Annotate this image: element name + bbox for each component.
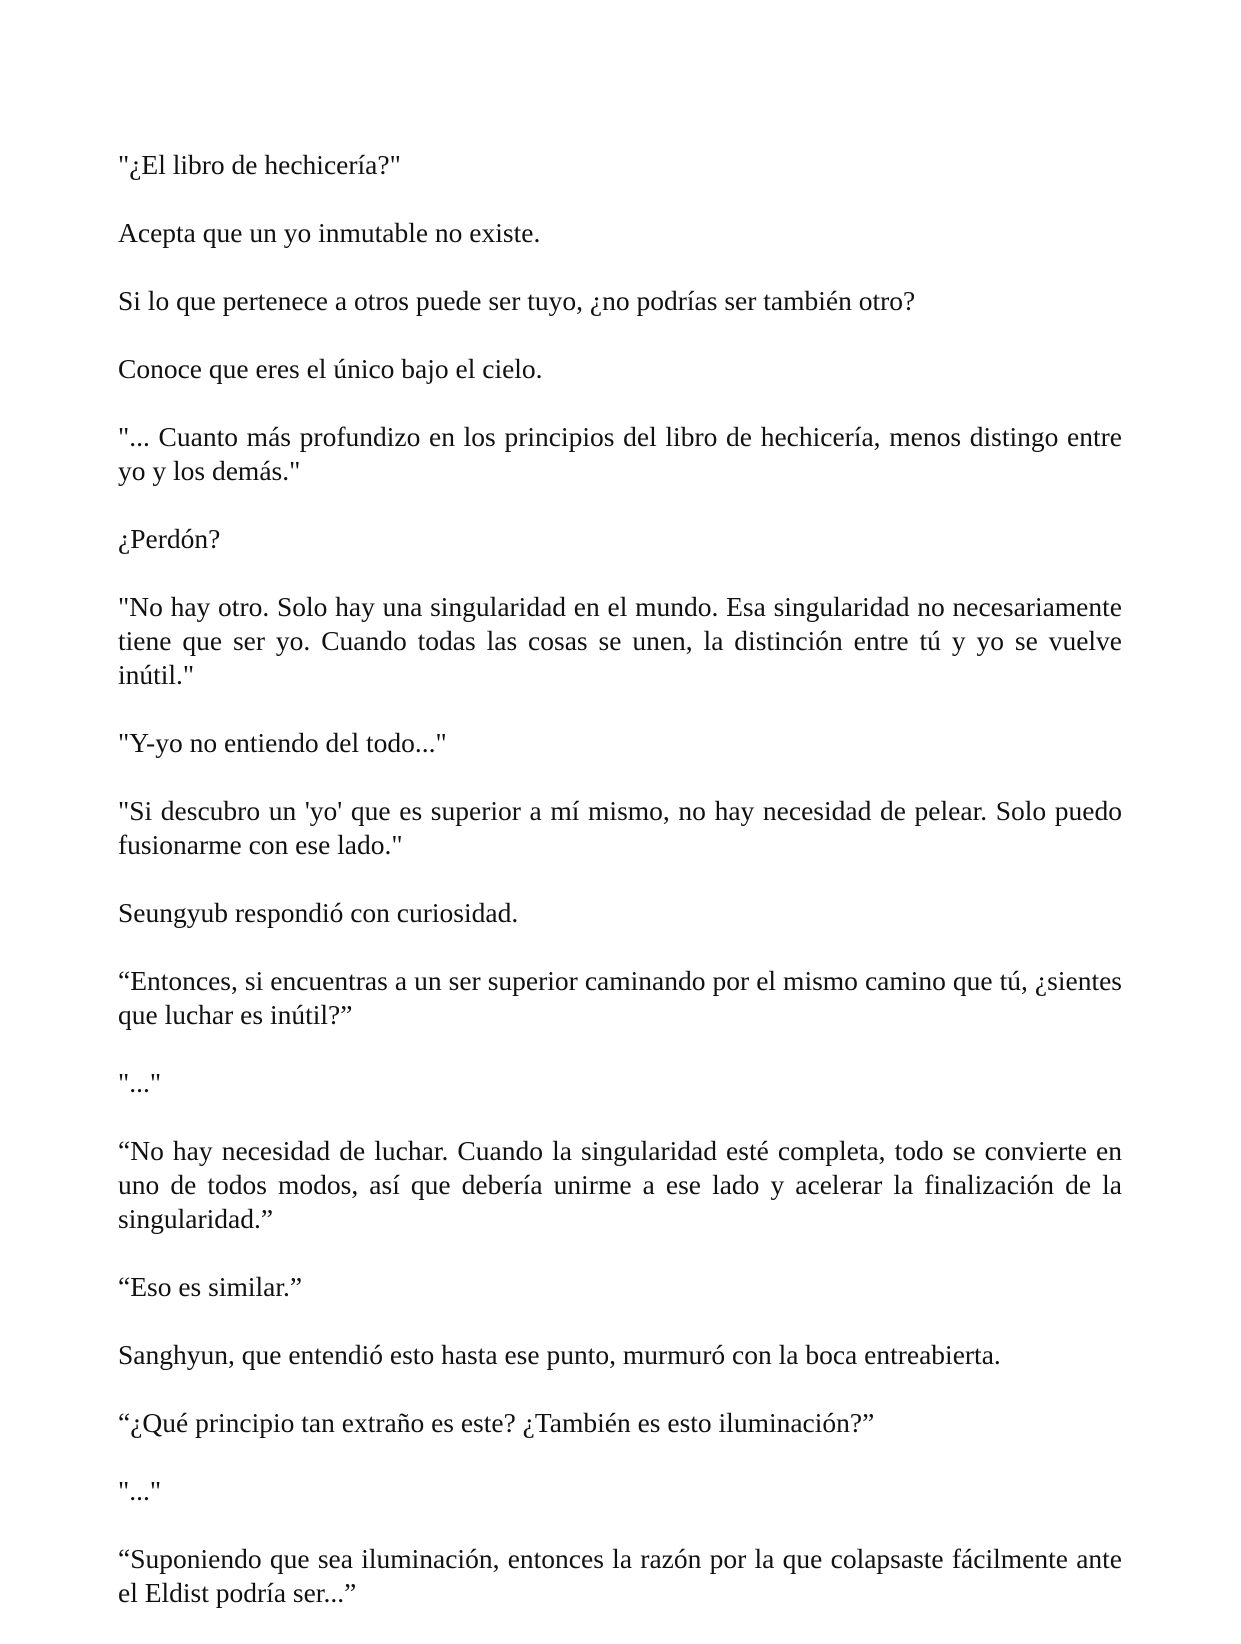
paragraph: ¿Perdón? — [118, 523, 221, 554]
paragraph: "¿El libro de hechicería?" — [118, 149, 401, 180]
paragraph: “Suponiendo que sea iluminación, entonces la razón por la que colapsaste fácilmente ante el Eldist podría ser...” — [118, 1543, 1122, 1608]
paragraph: Si lo que pertenece a otros puede ser tuyo, ¿no podrías ser también otro? — [118, 285, 916, 316]
paragraph: "... Cuanto más profundizo en los principios del libro de hechicería, menos distingo entre yo y los demás." — [118, 421, 1122, 486]
paragraph: "..." — [118, 1475, 162, 1506]
paragraph: “¿Qué principio tan extraño es este? ¿También es esto iluminación?” — [118, 1407, 875, 1438]
paragraph: “Eso es similar.” — [118, 1271, 303, 1302]
paragraph: "Y-yo no entiendo del todo..." — [118, 727, 447, 758]
paragraph: Conoce que eres el único bajo el cielo. — [118, 353, 543, 384]
paragraph: Sanghyun, que entendió esto hasta ese punto, murmuró con la boca entreabierta. — [118, 1339, 1001, 1370]
paragraph: "No hay otro. Solo hay una singularidad en el mundo. Esa singularidad no necesariamente tiene que ser yo. Cuando todas las cosas se unen, la distinción entre tú y yo se vuelve inútil." — [118, 591, 1122, 690]
paragraph: Seungyub respondió con curiosidad. — [118, 897, 519, 928]
paragraph: "..." — [118, 1067, 162, 1098]
paragraph: Acepta que un yo inmutable no existe. — [118, 217, 541, 248]
paragraph: “No hay necesidad de luchar. Cuando la singularidad esté completa, todo se convierte en uno de todos modos, así que debería unirme a ese lado y acelerar la finalización de la singularidad.” — [118, 1135, 1122, 1234]
paragraph: "Si descubro un 'yo' que es superior a mí mismo, no hay necesidad de pelear. Solo puedo fusionarme con ese lado." — [118, 795, 1122, 860]
paragraph: “Entonces, si encuentras a un ser superior caminando por el mismo camino que tú, ¿sientes que luchar es inútil?” — [118, 965, 1122, 1030]
document-page — [118, 148, 1122, 1644]
